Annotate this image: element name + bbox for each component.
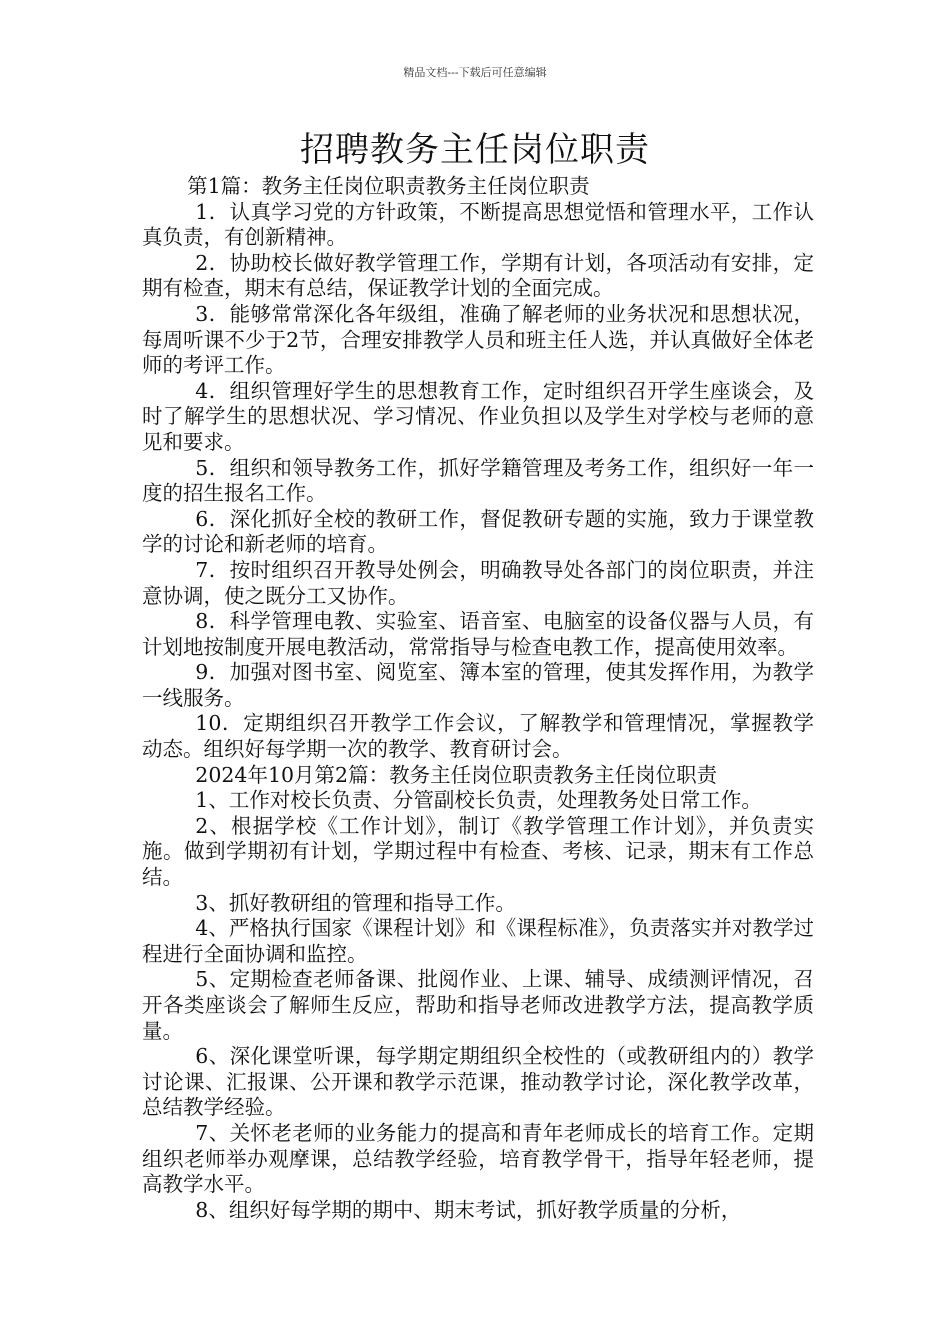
paragraph: 2、根据学校《工作计划》，制订《教学管理工作计划》，并负责实施。做到学期初有计划，学期过程中有检查、考核、记录，期末有工作总结。 [142, 813, 814, 890]
paragraph: 4．组织管理好学生的思想教育工作，定时组织召开学生座谈会，及时了解学生的思想状况、学习情况、作业负担以及学生对学校与老师的意见和要求。 [142, 378, 814, 454]
paragraph: 1．认真学习党的方针政策，不断提高思想觉悟和管理水平，工作认真负责，有创新精神。 [142, 199, 814, 250]
section-heading-1: 第1篇：教务主任岗位职责教务主任岗位职责 [187, 174, 590, 198]
paragraph: 3．能够常常深化各年级组，准确了解老师的业务状况和思想状况，每周听课不少于2节，合理安排教学人员和班主任人选，并认真做好全体老师的考评工作。 [142, 301, 814, 378]
header-note: 精品文档---下载后可任意编辑 [403, 66, 547, 79]
paragraph: 5．组织和领导教务工作，抓好学籍管理及考务工作，组织好一年一度的招生报名工作。 [142, 455, 814, 506]
document-body [142, 174, 814, 1223]
paragraph: 7．按时组织召开教导处例会，明确教导处各部门的岗位职责，并注意协调，使之既分工又协作。 [142, 557, 814, 608]
document-title: 招聘教务主任岗位职责 [300, 130, 650, 170]
paragraph: 3、抓好教研组的管理和指导工作。 [195, 890, 516, 915]
paragraph: 5、定期检查老师备课、批阅作业、上课、辅导、成绩测评情况，召开各类座谈会了解师生反应，帮助和指导老师改进教学方法，提高教学质量。 [142, 967, 814, 1043]
paragraph: 6、深化课堂听课，每学期定期组织全校性的（或教研组内的）教学讨论课、汇报课、公开课和教学示范课，推动教学讨论，深化教学改革，总结教学经验。 [142, 1044, 814, 1120]
paragraph: 7、关怀老老师的业务能力的提高和青年老师成长的培育工作。定期组织老师举办观摩课，总结教学经验，培育教学骨干，指导年轻老师，提高教学水平。 [142, 1120, 814, 1197]
section-heading-2: 2024年10月第2篇：教务主任岗位职责教务主任岗位职责 [195, 762, 718, 787]
paragraph: 8．科学管理电教、实验室、语音室、电脑室的设备仪器与人员，有计划地按制度开展电教活动，常常指导与检查电教工作，提高使用效率。 [142, 609, 814, 659]
paragraph: 2．协助校长做好教学管理工作，学期有计划，各项活动有安排，定期有检查，期末有总结，保证教学计划的全面完成。 [142, 250, 814, 301]
paragraph: 4、严格执行国家《课程计划》和《课程标准》，负责落实并对教学过程进行全面协调和监控。 [142, 916, 814, 966]
paragraph: 8、组织好每学期的期中、期末考试，抓好教学质量的分析， [195, 1197, 742, 1222]
paragraph: 6．深化抓好全校的教研工作，督促教研专题的实施，致力于课堂教学的讨论和新老师的培育。 [142, 506, 814, 557]
paragraph: 10．定期组织召开教学工作会议，了解教学和管理情况，掌握教学动态。组织好每学期一次的教学、教育研讨会。 [142, 711, 814, 762]
paragraph: 9．加强对图书室、阅览室、簿本室的管理，使其发挥作用，为教学一线服务。 [142, 660, 814, 710]
paragraph: 1、工作对校长负责、分管副校长负责，处理教务处日常工作。 [195, 788, 762, 813]
